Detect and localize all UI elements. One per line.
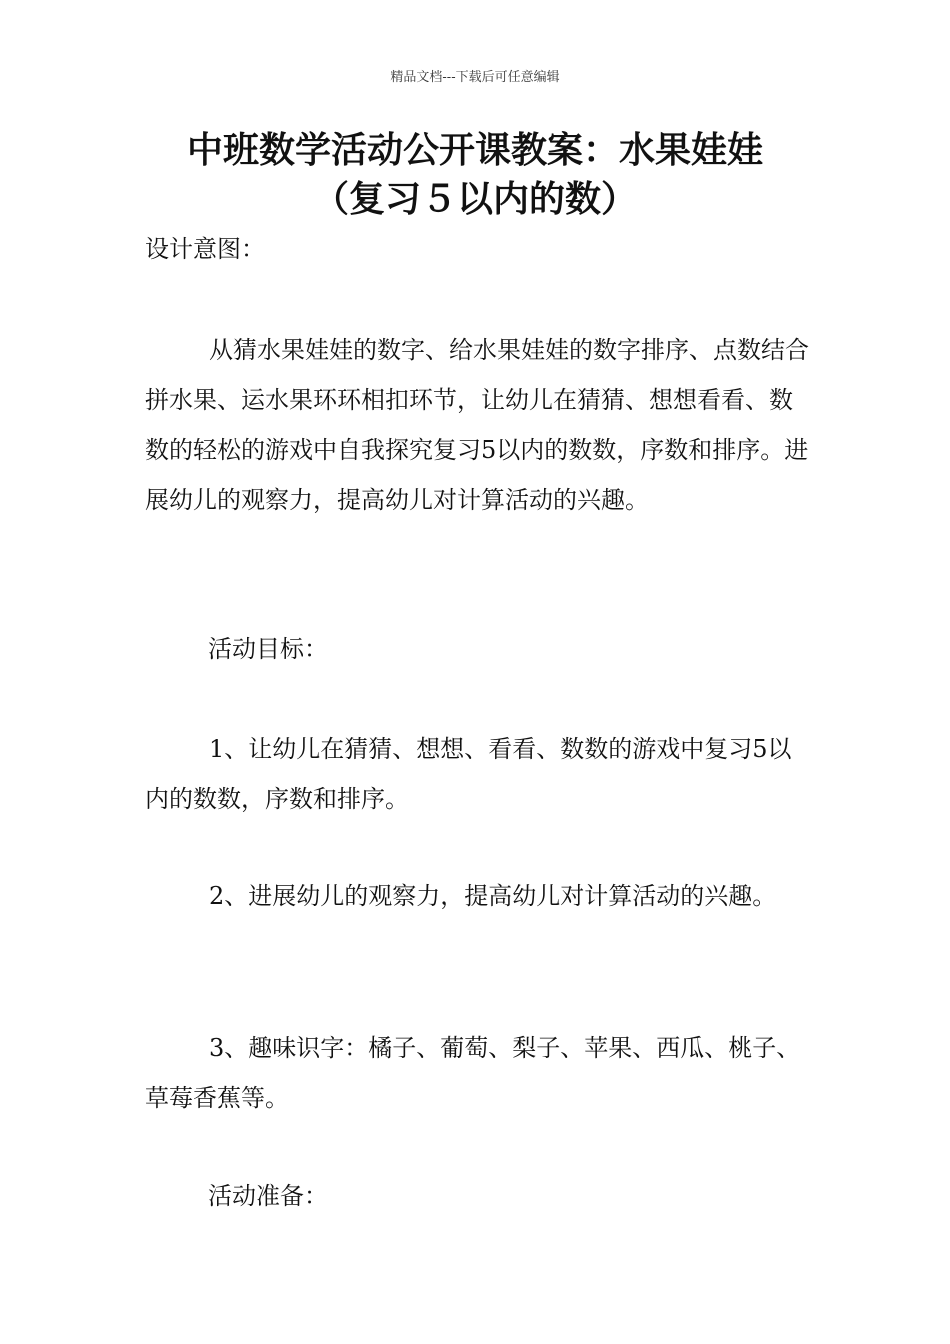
goal-item-1: 1、让幼儿在猜猜、想想、看看、数数的游戏中复习5以内的数数，序数和排序。 [145, 735, 792, 813]
goals-heading: 活动目标： [208, 635, 328, 663]
goal-item-3: 3、趣味识字：橘子、葡萄、梨子、苹果、西瓜、桃子、草莓香蕉等。 [145, 1034, 801, 1112]
document-title-line-2: （复习５以内的数） [312, 179, 637, 220]
design-intent-heading: 设计意图： [145, 235, 265, 263]
preparation-heading: 活动准备： [208, 1182, 328, 1210]
document-title-line-1: 中班数学活动公开课教案：水果娃娃 [186, 130, 763, 171]
goal-item-2: 2、进展幼儿的观察力，提高幼儿对计算活动的兴趣。 [209, 882, 777, 910]
design-intent-paragraph: 从猜水果娃娃的数字、给水果娃娃的数字排序、点数结合拼水果、运水果环环相扣环节，让幼儿在猜猜、想想看看、数数的轻松的游戏中自我探究复习5以内的数数，序数和排序。进展幼儿的观察力，提高幼儿对计算活动的兴趣。 [145, 336, 809, 514]
page-header-note: 精品文档---下载后可任意编辑 [390, 70, 560, 85]
